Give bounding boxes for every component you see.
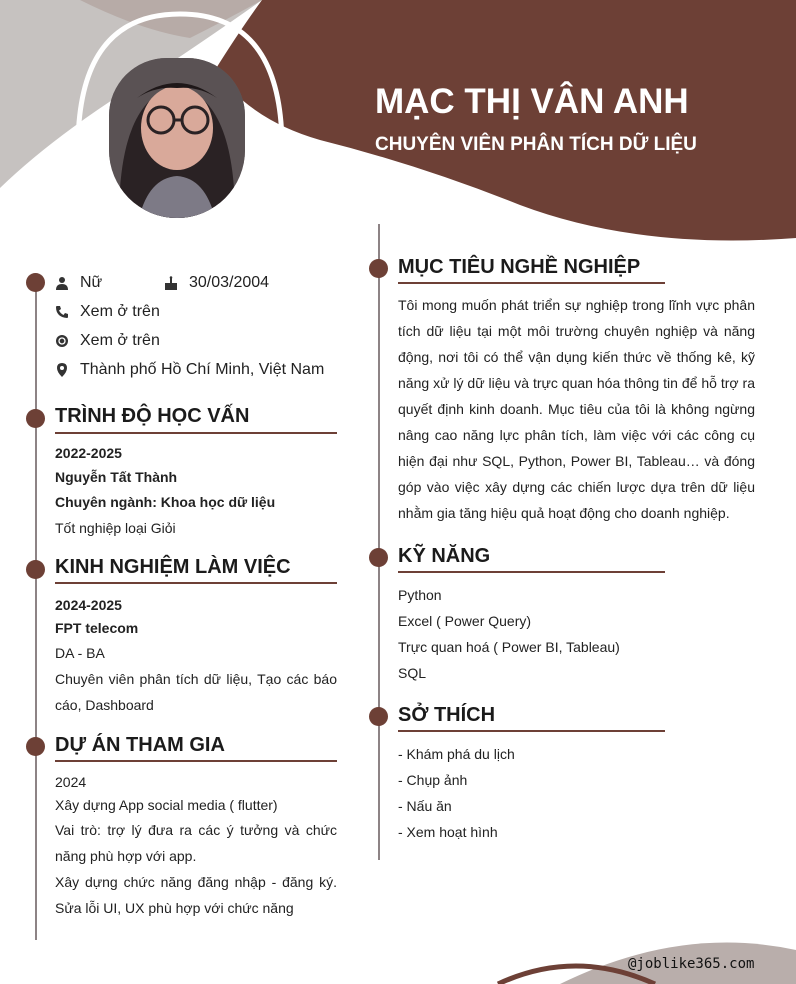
birthday-value: 30/03/2004: [189, 274, 270, 291]
candidate-name: MẠC THỊ VÂN ANH: [375, 82, 689, 121]
hobby-item: - Xem hoạt hình: [398, 824, 498, 840]
objective-line: nhằm gia tăng hiệu quả hoạt động cho doanh nghiệp.: [398, 505, 730, 521]
timeline-dot-projects: [26, 737, 45, 756]
timeline-dot-personal: [26, 273, 45, 292]
education-heading: TRÌNH ĐỘ HỌC VẤN: [55, 405, 250, 427]
hobby-item: - Khám phá du lịch: [398, 746, 515, 762]
timeline-dot-education: [26, 409, 45, 428]
objective-heading: MỤC TIÊU NGHỀ NGHIỆP: [398, 256, 641, 278]
objective-line: năng xử lý dữ liệu và trực quan hóa thông tin để hỗ trợ ra: [398, 375, 755, 391]
skill-item: Excel ( Power Query): [398, 613, 532, 629]
objective-line: Tôi mong muốn phát triển sự nghiệp trong lĩnh vực phân: [398, 297, 755, 313]
projects-divider: [55, 760, 337, 762]
objective-line: động, nơi tôi có thể vận dụng kiến thức về thống kê, kỹ: [398, 349, 755, 365]
hobby-item: - Chụp ảnh: [398, 772, 468, 788]
hobbies-heading: SỞ THÍCH: [398, 704, 496, 726]
email-value: Xem ở trên: [80, 332, 160, 349]
right-timeline-line: [378, 224, 380, 860]
project-line: năng phù hợp với app.: [55, 848, 197, 864]
skill-item: Trực quan hoá ( Power BI, Tableau): [398, 639, 620, 655]
profile-photo: [109, 58, 245, 218]
timeline-dot-objective: [369, 259, 388, 278]
person-icon: [55, 276, 69, 290]
projects-heading: DỰ ÁN THAM GIA: [55, 734, 225, 756]
objective-line: góp vào việc xây dựng các chiến lược dựa trên dữ liệu: [398, 479, 755, 495]
objective-divider: [398, 282, 665, 284]
education-period: 2022-2025: [55, 445, 122, 461]
gender-row: [55, 274, 102, 292]
birthday-row: [164, 274, 269, 292]
objective-line: quyết định kinh doanh. Mục tiêu của tôi là không ngừng: [398, 401, 755, 417]
phone-icon: [55, 305, 69, 319]
education-divider: [55, 432, 337, 434]
experience-description-line: Chuyên viên phân tích dữ liệu, Tạo các báo: [55, 671, 337, 687]
experience-heading: KINH NGHIỆM LÀM VIỆC: [55, 556, 291, 578]
education-grade: Tốt nghiệp loại Giỏi: [55, 520, 176, 536]
timeline-dot-experience: [26, 560, 45, 579]
project-line: Sửa lỗi UI, UX phù hợp với chức năng: [55, 900, 294, 916]
objective-line: hiện đại như SQL, Python, Power BI, Tableau… và đóng: [398, 453, 755, 469]
experience-company: FPT telecom: [55, 620, 139, 636]
project-line: Xây dựng chức năng đăng nhập - đăng ký.: [55, 874, 337, 890]
timeline-dot-hobbies: [369, 707, 388, 726]
experience-period: 2024-2025: [55, 597, 122, 613]
skill-item: Python: [398, 587, 442, 603]
hobbies-divider: [398, 730, 665, 732]
email-row: [55, 332, 160, 350]
watermark-text: @joblike365.com: [628, 956, 755, 972]
timeline-dot-skills: [369, 548, 388, 567]
left-timeline-line: [35, 282, 37, 940]
project-line: Xây dựng App social media ( flutter): [55, 797, 278, 813]
address-row: [55, 361, 324, 379]
objective-paragraph: [398, 292, 755, 526]
birthday-cake-icon: [164, 276, 178, 290]
experience-position: DA - BA: [55, 645, 105, 661]
skill-item: SQL: [398, 665, 427, 681]
objective-line: tích dữ liệu tại một môi trường chuyên nghiệp và năng: [398, 323, 755, 339]
candidate-title: CHUYÊN VIÊN PHÂN TÍCH DỮ LIỆU: [375, 134, 697, 155]
phone-value: Xem ở trên: [80, 303, 160, 320]
objective-line: nâng cao năng lực phân tích, làm việc với các công cụ: [398, 427, 755, 443]
experience-divider: [55, 582, 337, 584]
gender-value: Nữ: [80, 274, 103, 291]
project-line: Vai trò: trợ lý đưa ra các ý tưởng và chức: [55, 822, 337, 838]
skills-heading: KỸ NĂNG: [398, 545, 491, 567]
location-pin-icon: [55, 363, 69, 377]
address-value: Thành phố Hồ Chí Minh, Việt Nam: [80, 361, 325, 378]
experience-description-line: cáo, Dashboard: [55, 697, 154, 713]
skills-divider: [398, 571, 665, 573]
education-major: Chuyên ngành: Khoa học dữ liệu: [55, 494, 276, 510]
at-sign-icon: [55, 334, 69, 348]
education-school: Nguyễn Tất Thành: [55, 469, 178, 485]
phone-row: [55, 303, 160, 321]
project-year: 2024: [55, 774, 87, 790]
hobby-item: - Nấu ăn: [398, 798, 452, 814]
